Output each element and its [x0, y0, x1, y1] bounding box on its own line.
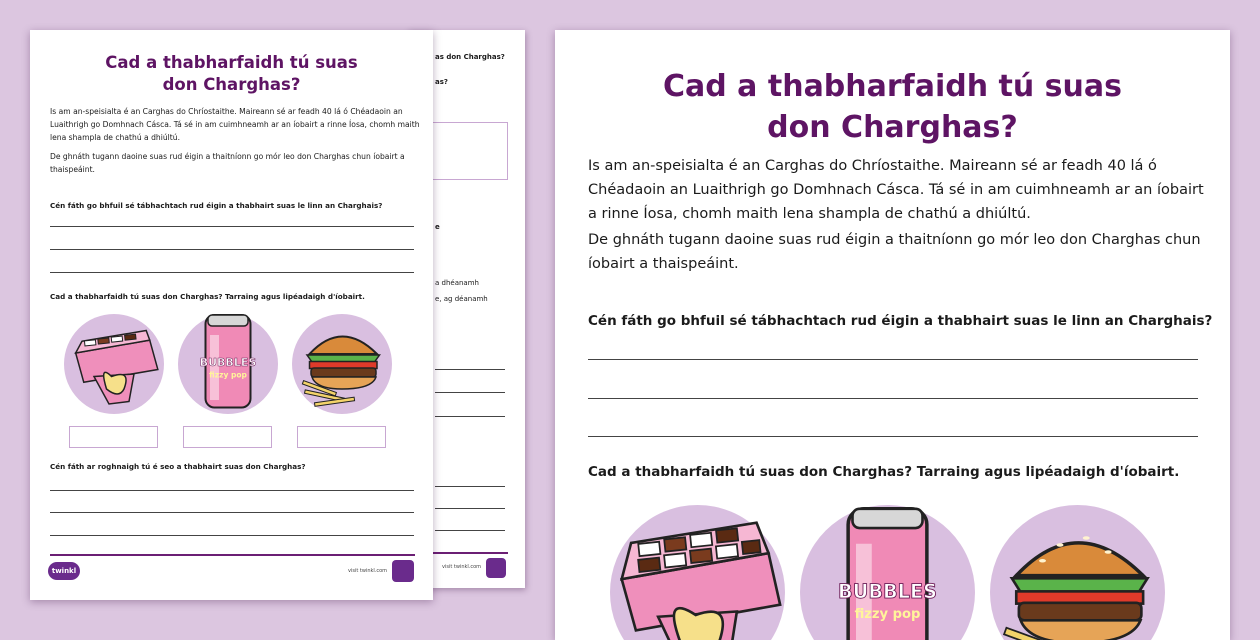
can-sub-text: fizzy pop — [854, 607, 921, 623]
twinkl-logo: twinkl — [48, 562, 80, 580]
question-3: Cén fáth ar roghnaigh tú é seo a thabhairt suas don Charghas? — [50, 462, 306, 471]
answer-line — [588, 436, 1198, 437]
intro-paragraph-1: Is am an-speisialta é an Carghas do Chríostaithe. Maireann sé ar feadh 40 lá ó Chéadaoin an Luaithrigh go Domhnach Cásca. Tá sé in am cuimhneamh ar an íobairt a rinne Íosa, chomh maith lena shampla de chathú a dhiúltú. — [50, 107, 420, 142]
back-page-fragment: e, ag déanamh — [435, 295, 488, 303]
back-page-fragment: as? — [435, 78, 448, 86]
burger-fries-icon — [990, 510, 1165, 640]
question-2: Cad a thabharfaidh tú suas don Charghas? Tarraing agus lipéadaigh d'íobairt. — [588, 464, 1180, 480]
can-brand-text: BUBBLES — [199, 356, 257, 369]
worksheet-title — [30, 52, 433, 96]
twinkl-badge-icon — [486, 558, 506, 578]
intro-paragraph-2: De ghnáth tugann daoine suas rud éigin a thaitníonn go mór leo don Charghas chun íobairt a thaispeáint. — [588, 232, 1201, 272]
soda-can-icon — [178, 310, 278, 414]
answer-line — [588, 398, 1198, 399]
back-answer-line — [435, 486, 505, 487]
intro-paragraph-1: Is am an-speisialta é an Carghas do Chríostaithe. Maireann sé ar feadh 40 lá ó Chéadaoin an Luaithrigh go Domhnach Cásca. Tá sé in am cuimhneamh ar an íobairt a rinne Íosa, chomh maith lena shampla de chathú a dhiúltú. — [588, 158, 1204, 222]
back-answer-line — [435, 369, 505, 370]
right-worksheet-page — [555, 30, 1230, 640]
question-1: Cén fáth go bhfuil sé tábhachtach rud éigin a thabhairt suas le linn an Charghais? — [50, 201, 383, 210]
footer-url: visit twinkl.com — [442, 564, 482, 570]
can-brand-text: BUBBLES — [838, 580, 937, 603]
footer-bar — [433, 552, 508, 554]
footer-bar — [50, 554, 415, 556]
back-answer-line — [435, 392, 505, 393]
footer-url: visit twinkl.com — [348, 568, 388, 574]
back-answer-line — [435, 530, 505, 531]
answer-line — [50, 490, 414, 491]
back-page-fragment: e — [435, 223, 440, 231]
answer-line — [50, 249, 414, 250]
question-1: Cén fáth go bhfuil sé tábhachtach rud éigin a thabhairt suas le linn an Charghais? — [588, 313, 1213, 329]
intro-paragraph-2: De ghnáth tugann daoine suas rud éigin a thaitníonn go mór leo don Charghas chun íobairt a thaispeáint. — [50, 152, 405, 174]
burger-fries-icon — [292, 314, 392, 414]
title-line-1: Cad a thabharfaidh tú suas — [663, 69, 1122, 104]
back-page-fragment: as don Charghas? — [435, 53, 505, 61]
back-page-fragment: a dhéanamh — [435, 279, 479, 287]
left-worksheet-page — [30, 30, 433, 600]
title-line-2: don Charghas? — [162, 75, 301, 94]
back-page-box — [431, 122, 508, 180]
title-line-2: don Charghas? — [767, 110, 1018, 145]
title-line-1: Cad a thabharfaidh tú suas — [105, 53, 358, 72]
chocolate-box-icon — [64, 314, 164, 414]
label-box[interactable] — [297, 426, 386, 448]
answer-line — [50, 535, 414, 536]
soda-can-icon — [800, 500, 975, 640]
answer-line — [50, 226, 414, 227]
can-sub-text: fizzy pop — [209, 370, 247, 380]
answer-line — [50, 512, 414, 513]
back-answer-line — [435, 508, 505, 509]
label-box[interactable] — [69, 426, 158, 448]
answer-line — [588, 359, 1198, 360]
label-box[interactable] — [183, 426, 272, 448]
chocolate-box-icon — [610, 510, 785, 640]
question-2: Cad a thabharfaidh tú suas don Charghas? Tarraing agus lipéadaigh d'íobairt. — [50, 292, 365, 301]
twinkl-badge-icon — [392, 560, 414, 582]
back-answer-line — [435, 416, 505, 417]
worksheet-title — [555, 66, 1230, 148]
answer-line — [50, 272, 414, 273]
